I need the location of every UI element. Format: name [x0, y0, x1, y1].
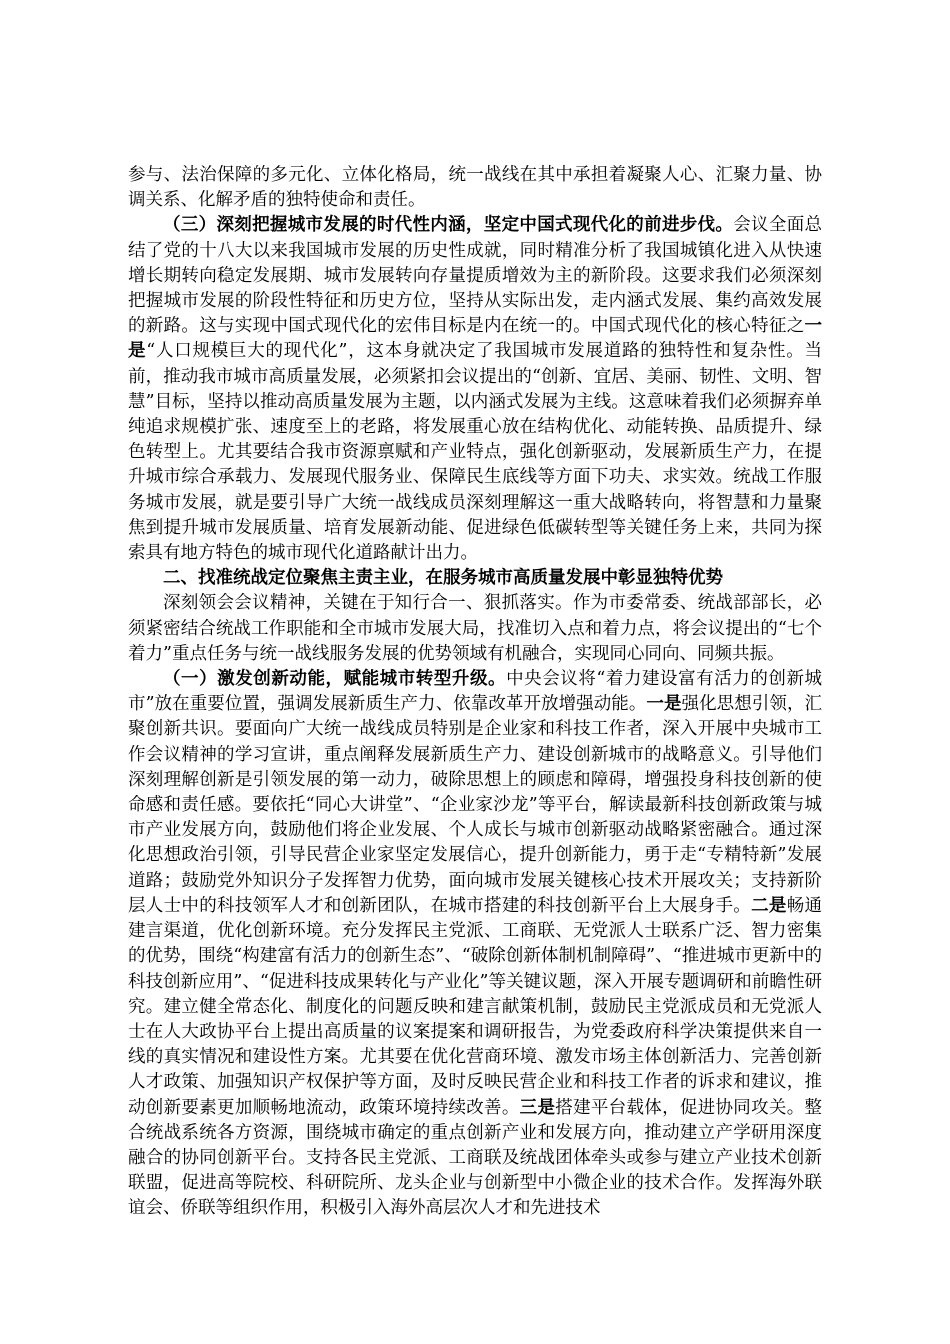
- document-body: [128, 163, 822, 1222]
- paragraph: [128, 163, 822, 213]
- text-run: 深刻领会会议精神，关键在于知行合一、狠抓落实。作为市委常委、统战部部长，必须紧密结合统战工作职能和全市城市发展大局，找准切入点和着力点，将会议提出的“七个着力”重点任务与统一战线服务发展的优势领域有机融合，实现同心同向、同频共振。: [128, 593, 822, 664]
- text-run: 中央会议将“着力建设富有活力的创新城市”放在重要位置，强调发展新质生产力、依靠改革开放增强动能。: [128, 669, 823, 715]
- text-run: 会议全面总结了党的十八大以来我国城市发展的历史性成就，同时精准分析了我国城镇化进入从快速增长期转向稳定发展期、城市发展转向存量提质增效为主的新阶段。这要求我们必须深刻把握城市发展的阶段性特征和历史方位，坚持从实际出发，走内涵式发展、集约高效发展的新路。这与实现中国式现代化的宏伟目标是内在统一的。中国式现代化的核心特征之: [128, 215, 823, 337]
- paragraph: [128, 566, 822, 591]
- bold-text-run: 一是: [646, 694, 682, 715]
- text-run: “人口规模巨大的现代化”，这本身就决定了我国城市发展道路的独特性和复杂性。当前，推动我市城市高质量发展，必须紧扣会议提出的“创新、宜居、美丽、韧性、文明、智慧”目标，坚持以推动高质量发展为主题，以内涵式发展为主线。这意味着我们必须摒弃单纯追求规模扩张、速度至上的老路，将发展重心放在结构优化、动能转换、品质提升、绿色转型上。尤其要结合我市资源禀赋和产业特点，强化创新驱动，发展新质生产力，在提升城市综合承载力、发展现代服务业、保障民生底线等方面下功夫、求实效。统战工作服务城市发展，就是要引导广大统一战线成员深刻理解这一重大战略转向，将智慧和力量聚焦到提升城市发展质量、培育发展新动能、促进绿色低碳转型等关键任务上来，共同为探索具有地方特色的城市现代化道路献计出力。: [128, 341, 823, 564]
- paragraph: [128, 591, 822, 667]
- bold-text-run: （三）深刻把握城市发展的时代性内涵，坚定中国式现代化的前进步伐。: [163, 215, 734, 236]
- bold-text-run: 二是: [751, 895, 787, 916]
- bold-text-run: （一）激发创新动能，赋能城市转型升级。: [163, 669, 507, 690]
- text-run: 畅通建言渠道，优化创新环境。充分发挥民主党派、工商联、无党派人士联系广泛、智力密集的优势，围绕“构建富有活力的创新生态”、“破除创新体制机制障碍”、“推进城市更新中的科技创新应用”、“促进科技成果转化与产业化”等关键议题，深入开展专题调研和前瞻性研究。建立健全常态化、制度化的问题反映和建言献策机制，鼓励民主党派成员和无党派人士在人大政协平台上提出高质量的议案提案和调研报告，为党委政府科学决策提供来自一线的真实情况和建设性方案。尤其要在优化营商环境、激发市场主体创新活力、完善创新人才政策、加强知识产权保护等方面，及时反映民营企业和科技工作者的诉求和建议，推动创新要素更加顺畅地流动，政策环境持续改善。: [128, 895, 823, 1118]
- bold-text-run: 二、找准统战定位聚焦主责主业，在服务城市高质量发展中彰显独特优势: [163, 568, 723, 589]
- text-run: 参与、法治保障的多元化、立体化格局，统一战线在其中承担着凝聚人心、汇聚力量、协调关系、化解矛盾的独特使命和责任。: [128, 165, 822, 211]
- paragraph: [128, 213, 822, 566]
- paragraph: [128, 667, 822, 1221]
- text-run: 强化思想引领，汇聚创新共识。要面向广大统一战线成员特别是企业家和科技工作者，深入开展中央城市工作会议精神的学习宣讲，重点阐释发展新质生产力、建设创新城市的战略意义。引导他们深刻理解创新是引领发展的第一动力，破除思想上的顾虑和障碍，增强投身科技创新的使命感和责任感。要依托“同心大讲堂”、“企业家沙龙”等平台，解读最新科技创新政策与城市产业发展方向，鼓励他们将企业发展、个人成长与城市创新驱动战略紧密融合。通过深化思想政治引领，引导民营企业家坚定发展信心，提升创新能力，勇于走“专精特新”发展道路；鼓励党外知识分子发挥智力优势，面向城市发展关键核心技术开展攻关；支持新阶层人士中的科技领军人才和创新团队，在城市搭建的科技创新平台上大展身手。: [128, 694, 823, 916]
- text-run: 搭建平台载体，促进协同攻关。整合统战系统各方资源，围绕城市确定的重点创新产业和发展方向，推动建立产学研用深度融合的协同创新平台。支持各民主党派、工商联及统战团体牵头或参与建立产业技术创新联盟，促进高等院校、科研院所、龙头企业与创新型中小微企业的技术合作。发挥海外联谊会、侨联等组织作用，积极引入海外高层次人才和先进技术: [128, 1097, 823, 1219]
- bold-text-run: 一是: [128, 316, 822, 362]
- bold-text-run: 三是: [519, 1097, 556, 1118]
